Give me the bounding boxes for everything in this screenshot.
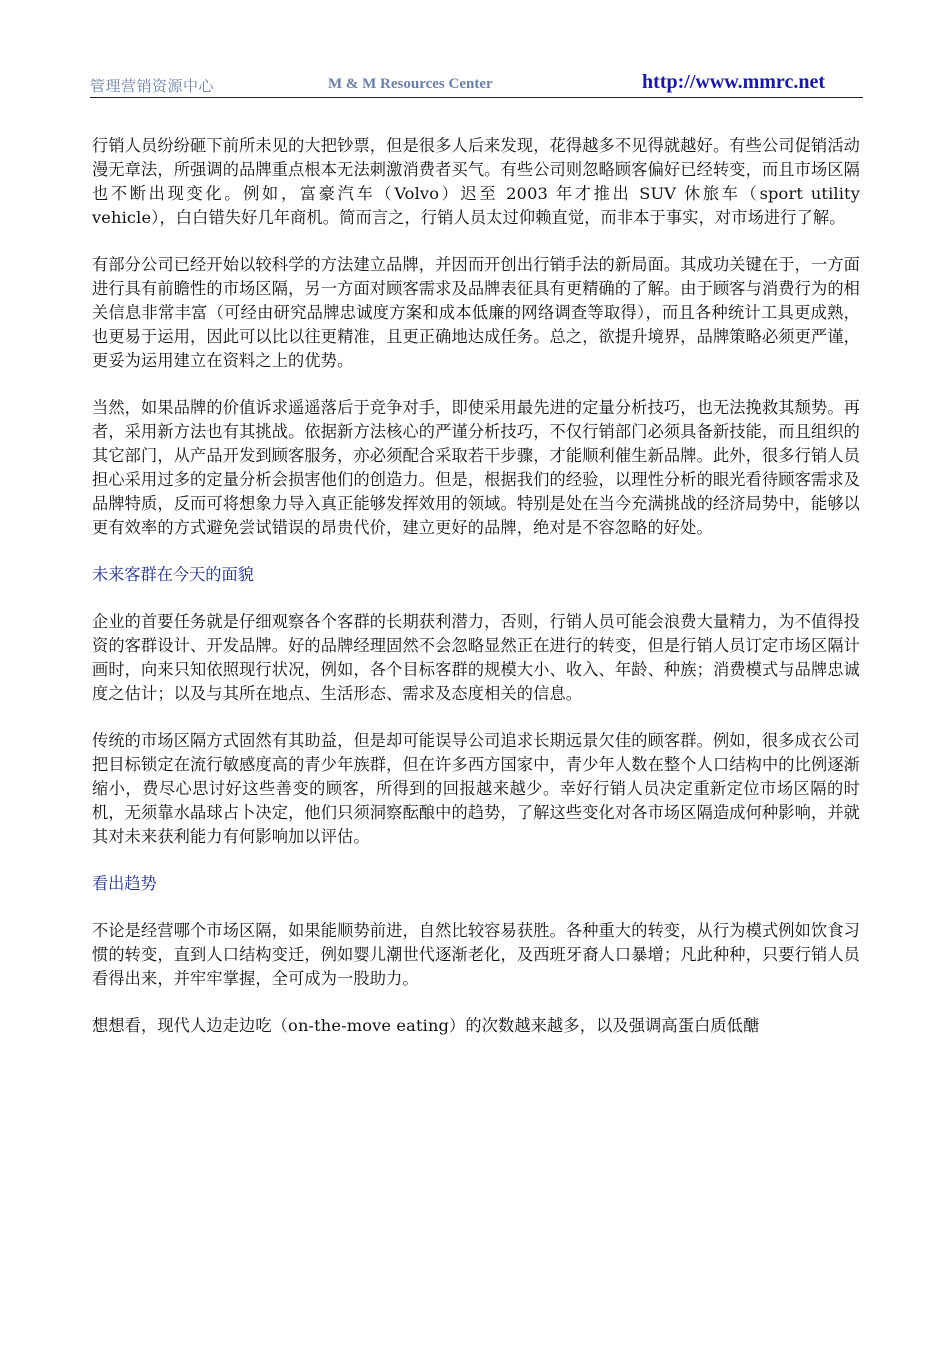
paragraph-1: 行销人员纷纷砸下前所未见的大把钞票，但是很多人后来发现，花得越多不见得就越好。有些公司促销活动漫无章法，所强调的品牌重点根本无法刺激消费者买气。有些公司则忽略顾客偏好已经转变，而且市场区隔也不断出现变化。例如，富豪汽车（Volvo）迟至 2003 年才推出 SUV 休旅车（sport utility vehicle），白白错失好几年商机。简而言之，行销人员太过仰赖直觉，而非本于事实，对市场进行了解。 <box>92 136 860 227</box>
header-url-link[interactable]: http://www.mmrc.net <box>642 71 825 93</box>
paragraph-3: 当然，如果品牌的价值诉求遥遥落后于竞争对手，即使采用最先进的定量分析技巧，也无法挽救其颓势。再者，采用新方法也有其挑战。依据新方法核心的严谨分析技巧，不仅行销部门必须具备新技能，而且组织的其它部门，从产品开发到顾客服务，亦必须配合采取若干步骤，才能顺利催生新品牌。此外，很多行销人员担心采用过多的定量分析会损害他们的创造力。但是，根据我们的经验，以理性分析的眼光看待顾客需求及品牌特质，反而可将想象力导入真正能够发挥效用的领域。特别是处在当今充满挑战的经济局势中，能够以更有效率的方式避免尝试错误的昂贵代价，建立更好的品牌，绝对是不容忽略的好处。 <box>92 398 860 537</box>
section-heading-future-customers: 未来客群在今天的面貌 <box>92 565 254 584</box>
paragraph-2: 有部分公司已经开始以较科学的方法建立品牌，并因而开创出行销手法的新局面。其成功关键在于，一方面进行具有前瞻性的市场区隔，另一方面对顾客需求及品牌表征具有更精确的了解。由于顾客与消费行为的相关信息非常丰富（可经由研究品牌忠诚度方案和成本低廉的网络调查等取得），而且各种统计工具更成熟，也更易于运用，因此可以比以往更精准，且更正确地达成任务。总之，欲提升境界，品牌策略必须更严谨，更妥为运用建立在资料之上的优势。 <box>92 255 860 370</box>
paragraph-6: 不论是经营哪个市场区隔，如果能顺势前进，自然比较容易获胜。各种重大的转变，从行为模式例如饮食习惯的转变，直到人口结构变迁，例如婴儿潮世代逐渐老化，及西班牙裔人口暴增；凡此种种，只要行销人员看得出来，并牢牢掌握，全可成为一股助力。 <box>92 921 860 988</box>
header-en-title: M & M Resources Center <box>328 76 493 92</box>
paragraph-4: 企业的首要任务就是仔细观察各个客群的长期获利潜力，否则，行销人员可能会浪费大量精力，为不值得投资的客群设计、开发品牌。好的品牌经理固然不会忽略显然正在进行的转变，但是行销人员订定市场区隔计画时，向来只知依照现行状况，例如，各个目标客群的规模大小、收入、年龄、种族；消费模式与品牌忠诚度之估计；以及与其所在地点、生活形态、需求及态度相关的信息。 <box>92 612 860 703</box>
paragraph-5: 传统的市场区隔方式固然有其助益，但是却可能误导公司追求长期远景欠佳的顾客群。例如，很多成衣公司把目标锁定在流行敏感度高的青少年族群，但在许多西方国家中，青少年人数在整个人口结构中的比例逐渐缩小，费尽心思讨好这些善变的顾客，所得到的回报越来越少。幸好行销人员决定重新定位市场区隔的时机，无须靠水晶球占卜决定，他们只须洞察酝酿中的趋势，了解这些变化对各市场区隔造成何种影响，并就其对未来获利能力有何影响加以评估。 <box>92 731 860 846</box>
page-header <box>90 70 863 98</box>
paragraph-7: 想想看，现代人边走边吃（on-the-move eating）的次数越来越多，以及强调高蛋白质低醣 <box>92 1016 760 1035</box>
section-heading-trends: 看出趋势 <box>92 874 157 893</box>
article-body <box>92 134 860 1061</box>
header-cn-title: 管理营销资源中心 <box>90 77 215 95</box>
